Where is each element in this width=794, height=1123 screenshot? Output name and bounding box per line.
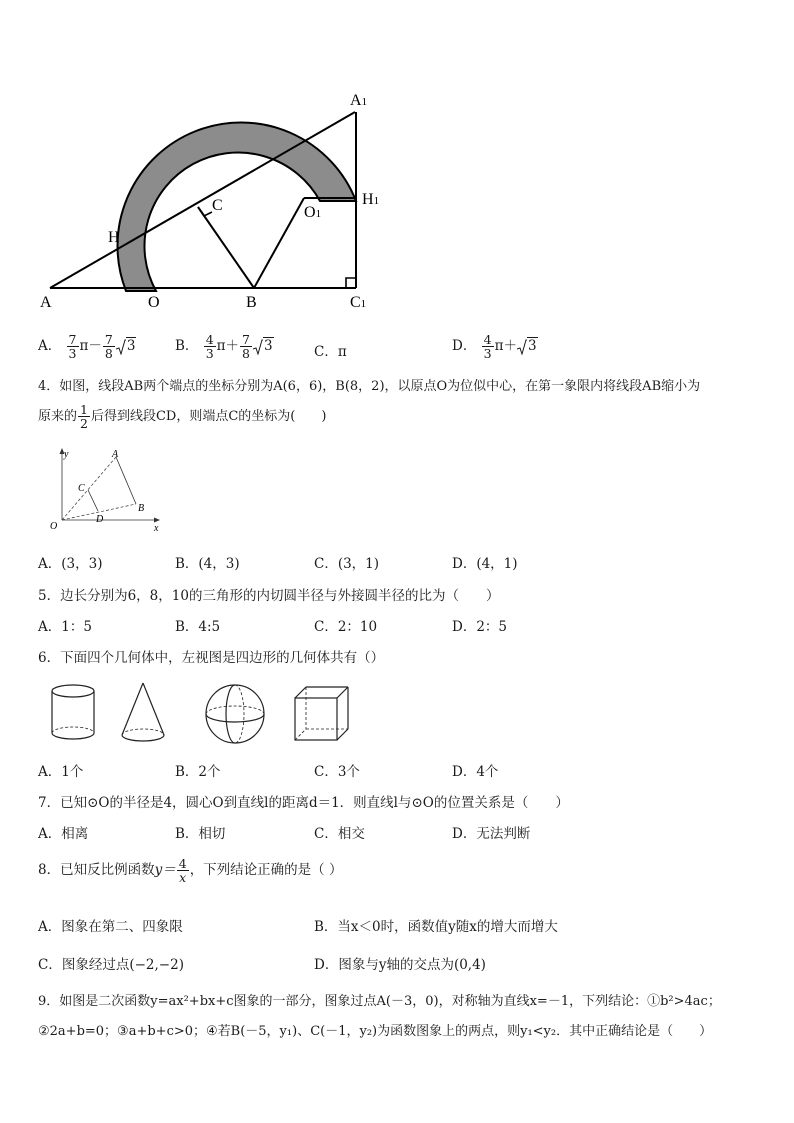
q7-option-b[interactable]: B．相切 (175, 826, 226, 842)
q7-option-c[interactable]: C．相交 (314, 826, 365, 842)
point-D-label: D (96, 514, 104, 525)
q8-option-b[interactable]: B．当x＜0时，函数值y随x的增大而增大 (314, 919, 558, 935)
sqrt-icon (517, 339, 527, 355)
label-A1: A1 (350, 92, 368, 109)
label-A: A (40, 294, 52, 311)
cone-icon (119, 680, 167, 746)
annulus-triangle-figure (30, 85, 400, 315)
q8-option-c[interactable]: C．图象经过点(−2,−2) (38, 957, 184, 973)
q8-option-a[interactable]: A．图象在第二、四象限 (38, 919, 183, 935)
point-A-label: A (112, 449, 119, 460)
q4-option-b[interactable]: B．(4，3) (175, 556, 240, 572)
line-O1-B (254, 198, 304, 288)
label-B: B (246, 294, 257, 311)
q8-stem: 8．已知反比例函数y＝ $\frac{4}{x}$ ，下列结论正确的是（ ） (38, 856, 343, 886)
q3-option-a[interactable]: A． $\frac{7}{3}$ π－ $\frac{7}{8}$ 3 (38, 332, 136, 362)
point-C-label: C (78, 483, 85, 494)
q5-option-c[interactable]: C．2：10 (314, 619, 378, 635)
q6-option-d[interactable]: D．4个 (452, 764, 499, 780)
label-O1: O1 (304, 204, 322, 221)
line-C-B (198, 207, 254, 288)
q5-option-a[interactable]: A．1：5 (38, 619, 92, 635)
label-C: C (212, 197, 223, 214)
q4-stem-line2: 原来的 $\frac{1}{2}$ 后得到线段CD，则端点C的坐标为( ) (38, 402, 327, 432)
q4-option-d[interactable]: D．(4，1) (452, 556, 518, 572)
q8-option-d[interactable]: D．图象与y轴的交点为(0,4) (314, 957, 486, 973)
sphere-icon (203, 682, 267, 746)
q6-option-c[interactable]: C．3个 (314, 764, 360, 780)
origin-label: O (50, 521, 58, 532)
q6-option-b[interactable]: B．2个 (175, 764, 221, 780)
q7-stem: 7．已知⊙O的半径是4，圆心O到直线l的距离d＝1．则直线l与⊙O的位置关系是（ ） (38, 795, 569, 811)
cylinder-icon (48, 683, 98, 743)
q6-stem: 6．下面四个几何体中，左视图是四边形的几何体共有（） (38, 650, 385, 666)
q6-option-a[interactable]: A．1个 (38, 764, 84, 780)
right-angle-mark-C1 (346, 278, 356, 288)
q3-option-d[interactable]: D． $\frac{4}{3}$ π＋ 3 (452, 332, 537, 362)
sqrt-icon (253, 339, 263, 355)
label-H1: H1 (362, 191, 380, 208)
point-B-label: B (138, 503, 145, 514)
label-O: O (148, 294, 160, 311)
shaded-annulus (118, 123, 356, 291)
q4-coordinate-figure (40, 445, 170, 535)
q4-stem-line1: 4．如图，线段AB两个端点的坐标分别为A(6，6)，B(8，2)，以原点O为位似中心，在第一象限内将线段AB缩小为 (38, 379, 701, 394)
q7-option-d[interactable]: D．无法判断 (452, 826, 531, 842)
q5-option-b[interactable]: B．4:5 (175, 619, 221, 635)
q7-option-a[interactable]: A．相离 (38, 826, 89, 842)
q4-option-a[interactable]: A．(3，3) (38, 556, 103, 572)
cube-icon (292, 684, 352, 744)
q3-option-c[interactable]: C．π (314, 344, 347, 360)
label-C1: C1 (350, 294, 367, 311)
q3-option-b[interactable]: B． $\frac{4}{3}$ π＋ $\frac{7}{8}$ 3 (175, 332, 273, 362)
sqrt-icon (116, 339, 126, 355)
label-H: H (108, 229, 120, 246)
q5-option-d[interactable]: D．2：5 (452, 619, 508, 635)
axis-x-label: x (154, 523, 159, 534)
q9-stem-line2: ②2a+b=0；③a+b+c>0；④若B(－5，y₁)、C(－1，y₂)为函数图象上的两点，则y₁<y₂．其中正确结论是（ ） (38, 1024, 713, 1039)
axis-y-label: y (64, 449, 69, 460)
q9-stem-line1: 9．如图是二次函数y=ax²+bx+c图象的一部分，图象过点A(－3，0)，对称轴为直线x=－1，下列结论：①b²>4ac； (38, 994, 721, 1009)
q5-stem: 5．边长分别为6，8，10的三角形的内切圆半径与外接圆半径的比为（ ） (38, 588, 500, 604)
q4-option-c[interactable]: C．(3，1) (314, 556, 380, 572)
